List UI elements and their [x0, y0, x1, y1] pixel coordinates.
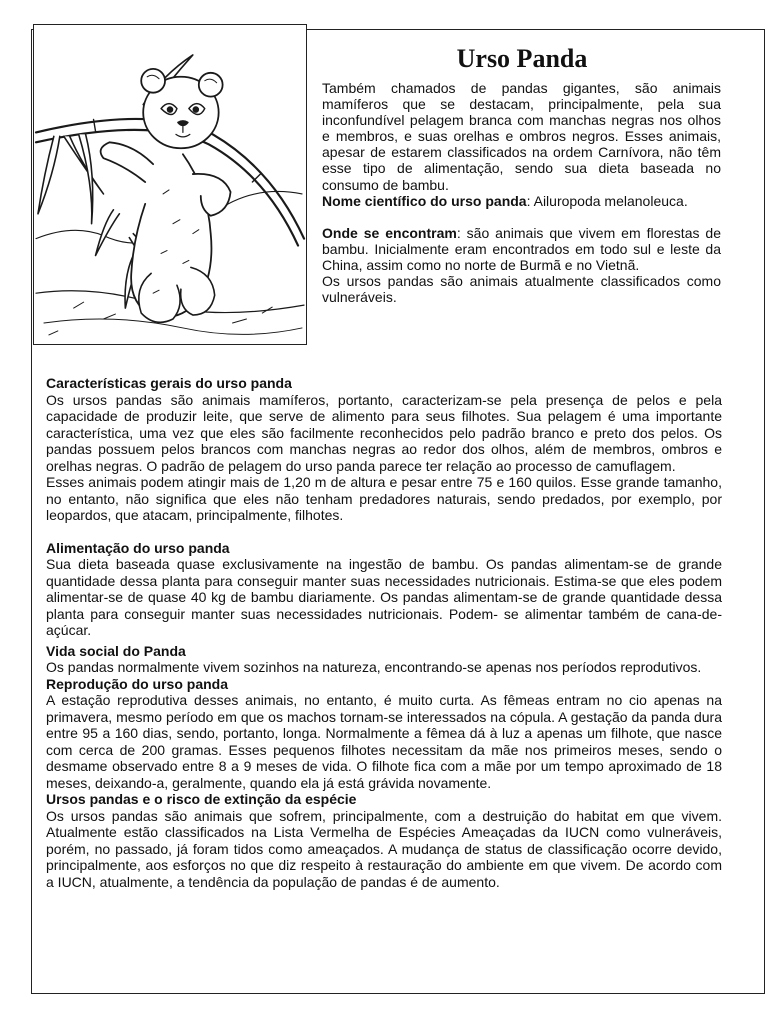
section-heading-extinction: Ursos pandas e o risco de extinção da espécie	[46, 791, 357, 807]
scientific-name-label: Nome científico do urso panda	[322, 192, 527, 209]
section-heading-diet: Alimentação do urso panda	[46, 539, 230, 556]
panda-drawing	[34, 25, 306, 344]
panda-illustration	[33, 24, 307, 345]
habitat-value: : são animais que vivem em florestas de bambu. Inicialmente eram encontrados em todo sul e leste da China, assim como no norte de Burmã e no Vietnã.	[322, 224, 722, 273]
section-text-social: Os pandas normalmente vivem sozinhos na natureza, encontrando-se apenas nos períodos reprodutivos.	[46, 659, 702, 675]
section-text-diet: Sua dieta baseada quase exclusivamente na ingestão de bambu. Os pandas alimentam-se de grande quantidade dessa planta para conseguir manter suas necessidades nutricionais. Estima-se que eles podem alimentar-se de quase 40 kg de bambu diariamente. Os pandas alimentam-se de grande quantidade dessa planta para conseguir manter suas necessidades nutricionais. Podem- se alimentar também de cana-de-açúcar.	[46, 556, 722, 638]
intro-paragraph: Também chamados de pandas gigantes, são animais mamíferos que se destacam, principalmente, pela sua inconfundível pelagem branca com manchas negras nos olhos e membros, e suas orelhas e ombros negros. Esses animais, apesar de estarem classificados na ordem Carnívora, não têm esse tipo de alimentação, sendo sua dieta baseada no consumo de bambu.	[322, 80, 721, 193]
section-text-characteristics-2: Esses animais podem atingir mais de 1,20 m de altura e pesar entre 75 e 160 quilos. Esse grande tamanho, no entanto, não significa que eles não tenham predadores naturais, sendo predados, por exemplo, por leopardos, que atacam, principalmente, filhotes.	[46, 474, 722, 523]
page-title: Urso Panda	[456, 44, 588, 73]
section-text-reproduction: A estação reprodutiva desses animais, no entanto, é muito curta. As fêmeas entram no cio apenas na primavera, mesmo período em que os machos tornam-se interessados na cópula. A gestação da panda dura entre 95 a 160 dias, sendo, portanto, longa. Normalmente a fêmea dá à luz a apenas um filhote, que nasce com cerca de 200 gramas. Esses pequenos filhotes necessitam da mãe nos primeiros meses, sendo o desmame observado entre 8 a 9 meses de vida. O filhote fica com a mãe por um tempo aproximado de 18 meses, deixando-a, geralmente, quando ela já está grávida novamente.	[46, 692, 722, 791]
intro-text	[322, 80, 721, 305]
section-text-extinction: Os ursos pandas são animais que sofrem, principalmente, com a destruição do habitat em que vivem. Atualmente estão classificados na Lista Vermelha de Espécies Ameaçadas da IUCN como vulneráveis, porém, no passado, já foram tidos como ameaçados. A mudança de status de classificação ocorre devido, principalmente, aos esforços no que diz respeito à restauração do ambiente em que vivem. De acordo com a IUCN, atualmente, a tendência da população de pandas é de aumento.	[46, 807, 722, 890]
habitat	[322, 225, 721, 273]
section-heading-social: Vida social do Panda	[46, 642, 186, 659]
scientific-name	[322, 193, 721, 209]
section-heading-reproduction: Reprodução do urso panda	[46, 675, 229, 692]
scientific-name-value: : Ailuropoda melanoleuca.	[526, 192, 688, 209]
article-body	[46, 375, 722, 890]
section-text-characteristics-1: Os ursos pandas são animais mamíferos, portanto, caracterizam-se pela presença de pelos e pela capacidade de produzir leite, que serve de alimento para seus filhotes. Sua pelagem é uma importante característica, uma vez que eles são facilmente reconhecidos pelo padrão branco e preto dos pelos. Os pandas possuem pelos brancos com manchas negras ao redor dos olhos, além de membros, ombros e orelhas negras. O padrão de pelagem do urso panda parece ter relação ao processo de camuflagem.	[46, 391, 722, 474]
conservation-status: Os ursos pandas são animais atualmente classificados como vulneráveis.	[322, 273, 721, 306]
habitat-label: Onde se encontram	[322, 224, 457, 241]
section-heading-characteristics: Características gerais do urso panda	[46, 375, 292, 391]
